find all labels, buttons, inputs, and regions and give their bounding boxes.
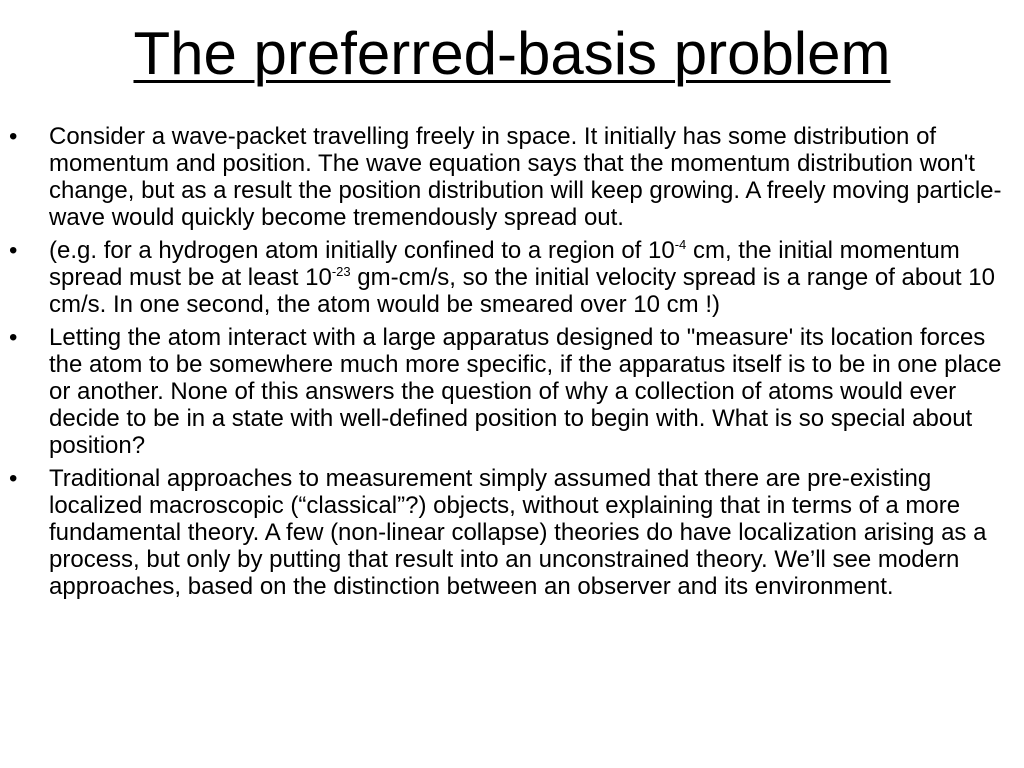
bullet-item xyxy=(0,237,1024,318)
bullet-text: Traditional approaches to measurement simply assumed that there are pre-existing localized macroscopic (“classical”?) objects, without explaining that in terms of a more fundamental theory. A few (non-linear collapse) theories do have localization arising as a process, but only by putting that result into an unconstrained theory. We’ll see modern approaches, based on the distinction between an observer and its environment. xyxy=(49,465,987,600)
superscript-exponent: -4 xyxy=(674,237,687,252)
bullet-list xyxy=(0,123,1024,606)
bullet-dot-icon: • xyxy=(9,324,18,351)
bullet-item xyxy=(0,465,1024,600)
bullet-text: Consider a wave-packet travelling freely in space. It initially has some distribution of momentum and position. The wave equation says that the momentum distribution won't change, but as a result the position distribution will keep growing. A freely moving particle-wave would quickly become tremendously spread out. xyxy=(49,123,1002,231)
bullet-dot-icon: • xyxy=(9,123,18,150)
slide-title: The preferred-basis problem xyxy=(133,20,891,87)
bullet-item xyxy=(0,123,1024,231)
superscript-exponent: -23 xyxy=(331,264,351,279)
bullet-dot-icon: • xyxy=(9,465,18,492)
bullet-text: Letting the atom interact with a large apparatus designed to "measure' its location forces the atom to be somewhere much more specific, if the apparatus itself is to be in one place or another. None of this answers the question of why a collection of atoms would ever decide to be in a state with well-defined position to begin with. What is so special about position? xyxy=(49,324,1002,459)
bullet-text-part: cm, the initial momentum spread must be at least 10 xyxy=(49,237,960,291)
bullet-text-part: gm-cm/s, so the initial velocity spread is a range of about 10 cm/s. In one second, the atom would be smeared over 10 cm !) xyxy=(49,264,995,318)
bullet-dot-icon: • xyxy=(9,237,18,264)
bullet-item xyxy=(0,324,1024,459)
bullet-text-part: (e.g. for a hydrogen atom initially confined to a region of 10 xyxy=(49,237,675,264)
bullet-text xyxy=(49,237,1012,318)
